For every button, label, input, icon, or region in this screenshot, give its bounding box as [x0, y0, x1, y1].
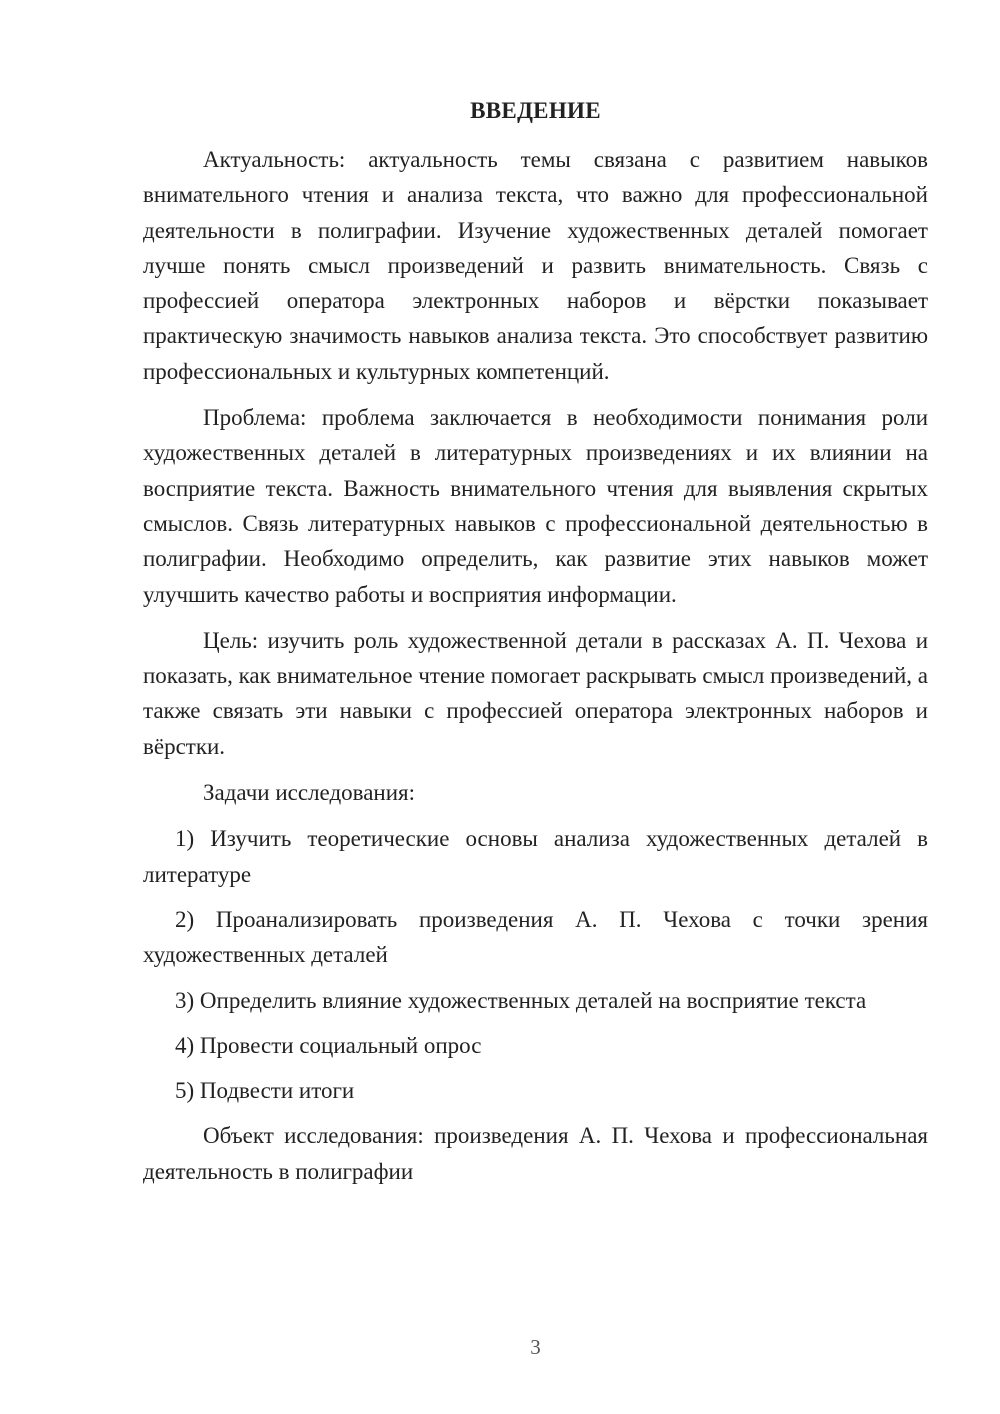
task-item: 4) Провести социальный опрос	[175, 1032, 482, 1058]
page-content	[143, 142, 928, 1189]
task-item: 5) Подвести итоги	[175, 1078, 355, 1104]
relevance-paragraph: Актуальность: актуальность темы связана с развитием навыков внимательного чтения и анализа текста, что важно для профессиональной деятельности в полиграфии. Изучение художественных деталей помогает лучше понять смысл произведений и развить внимательность. Связь с профессией оператора электронных наборов и вёрстки показывает практическую значимость навыков анализа текста. Это способствует развитию профессиональных и культурных компетенций.	[143, 147, 928, 384]
task-item: 2) Проанализировать произведения А. П. Чехова с точки зрения художественных деталей	[143, 906, 928, 968]
problem-paragraph: Проблема: проблема заключается в необходимости понимания роли художественных деталей в литературных произведениях и их влиянии на восприятие текста. Важность внимательного чтения для выявления скрытых смыслов. Связь литературных навыков с профессиональной деятельностью в полиграфии. Необходимо определить, как развитие этих навыков может улучшить качество работы и восприятия информации.	[143, 405, 928, 607]
goal-paragraph: Цель: изучить роль художественной детали в рассказах А. П. Чехова и показать, как внимательное чтение помогает раскрывать смысл произведений, а также связать эти навыки с профессией оператора электронных наборов и вёрстки.	[143, 627, 928, 759]
section-heading: ВВЕДЕНИЕ	[470, 98, 601, 123]
document-page	[143, 0, 928, 1414]
task-item: 3) Определить влияние художественных деталей на восприятие текста	[175, 987, 867, 1013]
object-paragraph: Объект исследования: произведения А. П. Чехова и профессиональная деятельность в полиграфии	[143, 1123, 928, 1184]
page-number: 3	[530, 1335, 541, 1359]
task-item: 1) Изучить теоретические основы анализа художественных деталей в литературе	[143, 826, 928, 887]
tasks-title: Задачи исследования:	[203, 780, 416, 806]
